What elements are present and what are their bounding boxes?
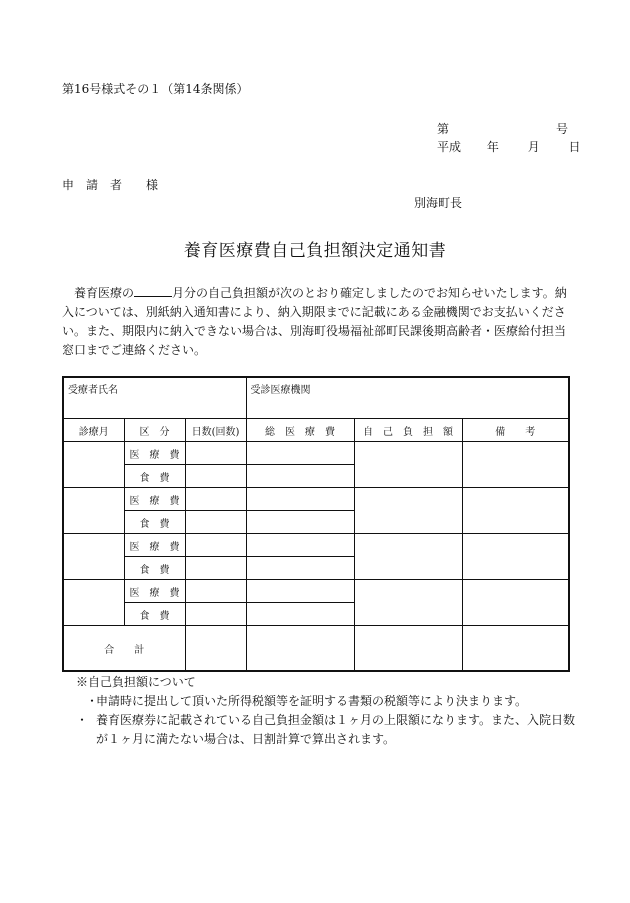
header-category: 区 分 <box>124 419 185 442</box>
document-title: 養育医療費自己負担額決定通知書 <box>183 241 447 261</box>
total-remarks-cell <box>462 626 569 672</box>
document-number-suffix: 号 <box>556 122 569 136</box>
note-text: 養育医療券に記載されている自己負担金額は１ヶ月の上限額になります。また、入院日数が１ヶ月に満たない場合は、日割計算で算出されます。 <box>96 713 576 746</box>
issue-date <box>437 138 581 155</box>
remarks-cell <box>462 488 569 534</box>
total-cost-sum-cell <box>246 626 354 672</box>
body-part-1: 養育医療の <box>74 286 135 300</box>
total-cost-cell <box>246 534 354 557</box>
self-pay-cell <box>354 580 462 626</box>
days-cell <box>185 442 246 465</box>
header-days: 日数(回数) <box>185 419 246 442</box>
category-meal: 食 費 <box>124 465 185 488</box>
days-cell <box>185 603 246 626</box>
total-cost-cell <box>246 580 354 603</box>
self-pay-cell <box>354 442 462 488</box>
total-cost-cell <box>246 488 354 511</box>
total-cost-cell <box>246 465 354 488</box>
self-pay-cell <box>354 488 462 534</box>
header-self-pay: 自 己 負 担 額 <box>354 419 462 442</box>
month-cell <box>63 488 124 534</box>
total-label: 合 計 <box>63 626 185 672</box>
note-item <box>76 711 580 749</box>
header-month: 診療月 <box>63 419 124 442</box>
category-medical: 医 療 費 <box>124 580 185 603</box>
total-self-pay-cell <box>354 626 462 672</box>
date-year: 年 <box>486 140 499 154</box>
month-cell <box>63 442 124 488</box>
total-cost-cell <box>246 603 354 626</box>
date-era: 平成 <box>437 140 462 154</box>
body-paragraph <box>62 284 570 360</box>
category-medical: 医 療 費 <box>124 534 185 557</box>
category-meal: 食 費 <box>124 603 185 626</box>
days-cell <box>185 534 246 557</box>
category-meal: 食 費 <box>124 557 185 580</box>
month-cell <box>63 580 124 626</box>
date-month: 月 <box>527 140 540 154</box>
remarks-cell <box>462 580 569 626</box>
bullet-icon: ・ <box>76 713 89 727</box>
category-medical: 医 療 費 <box>124 442 185 465</box>
days-cell <box>185 511 246 534</box>
applicant-line: 申 請 者 様 <box>62 178 159 192</box>
total-cost-cell <box>246 511 354 534</box>
patient-name-label: 受療者氏名 <box>68 385 118 396</box>
remarks-cell <box>462 442 569 488</box>
header-remarks: 備 考 <box>462 419 569 442</box>
self-pay-cell <box>354 534 462 580</box>
notes-heading: ※自己負担額について <box>76 675 196 689</box>
days-cell <box>185 557 246 580</box>
form-number: 第16号様式その１（第14条関係） <box>62 82 249 96</box>
category-medical: 医 療 費 <box>124 488 185 511</box>
bullet-icon: ・ <box>86 694 99 708</box>
date-day: 日 <box>568 140 581 154</box>
total-cost-cell <box>246 442 354 465</box>
header-total-cost: 総 医 療 費 <box>246 419 354 442</box>
note-text: 申請時に提出して頂いた所得税額等を証明する書類の税額等により決まります。 <box>96 694 528 708</box>
body-part-2: 月分の自己負担額が次のとおり確定しましたのでお知らせいたします。納入については、別紙納入通知書により、納入期限までに記載にある金融機関でお支払いください。また、期限内に納入できない場合は、別海町役場福祉部町民課後期高齢者・医療給付担当窓口までご連絡ください。 <box>62 286 567 357</box>
remarks-cell <box>462 534 569 580</box>
total-cost-cell <box>246 557 354 580</box>
institution-label: 受診医療機関 <box>250 385 311 396</box>
category-meal: 食 費 <box>124 511 185 534</box>
patient-name-cell <box>63 377 246 419</box>
days-cell <box>185 580 246 603</box>
cost-table <box>62 376 570 672</box>
note-item <box>86 692 570 711</box>
document-number-prefix: 第 <box>437 122 450 136</box>
month-blank <box>134 284 172 297</box>
sender-name: 別海町長 <box>414 196 463 210</box>
total-days-cell <box>185 626 246 672</box>
days-cell <box>185 465 246 488</box>
month-cell <box>63 534 124 580</box>
days-cell <box>185 488 246 511</box>
institution-cell <box>246 377 569 419</box>
